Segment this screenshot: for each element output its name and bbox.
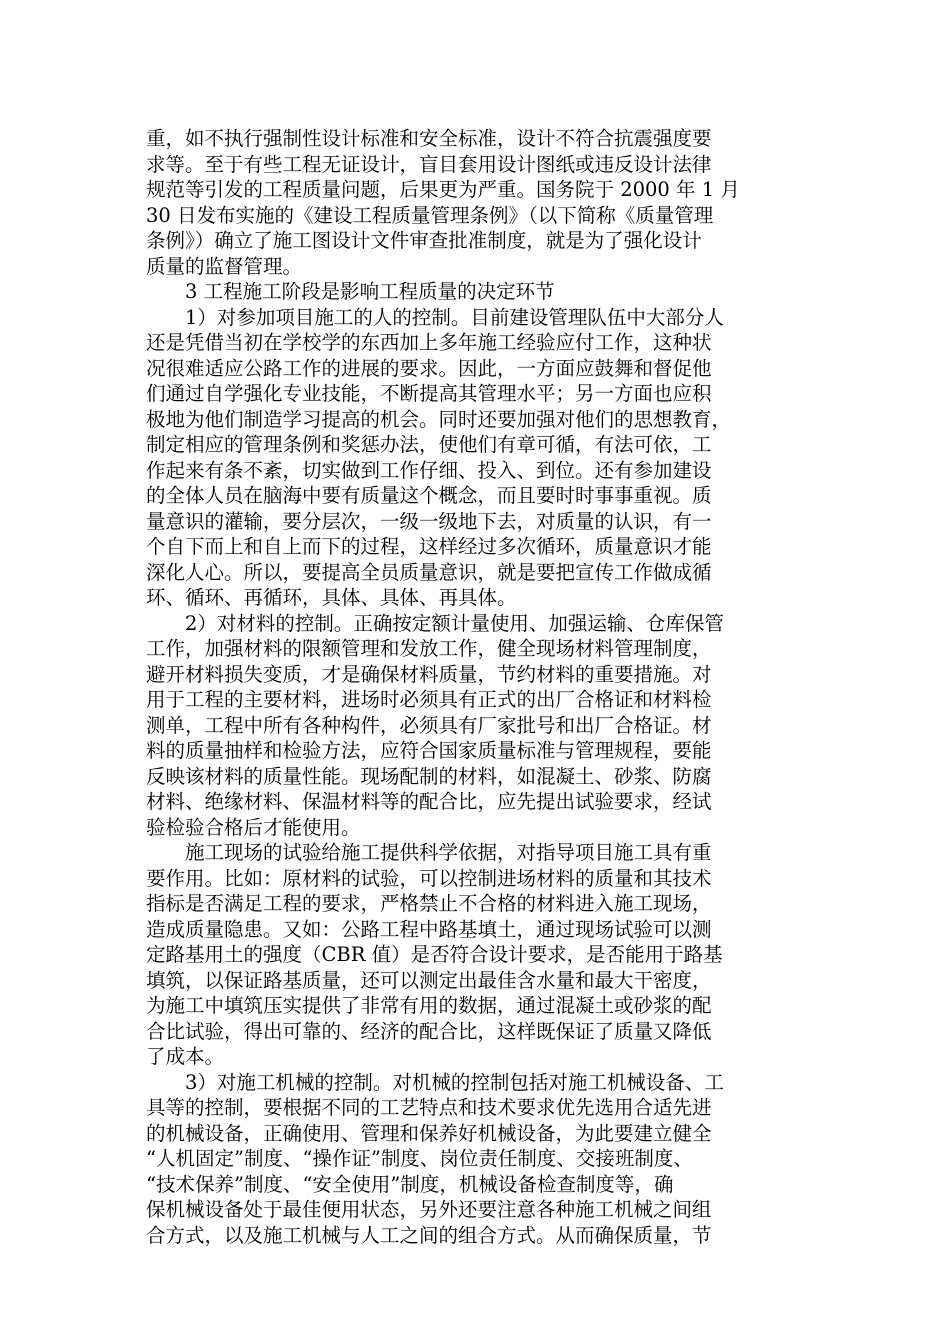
text-line: 重，如不执行强制性设计标准和安全标准，设计不符合抗震强度要 — [146, 127, 712, 150]
text-line: 造成质量隐患。又如：公路工程中路基填土，通过现场试验可以测 — [146, 917, 712, 941]
text-line: 的全体人员在脑海中要有质量这个概念，而且要时时事事重视。质 — [146, 484, 712, 507]
text-line: 3 工程施工阶段是影响工程质量的决定环节 — [146, 280, 555, 303]
text-line: 施工现场的试验给施工提供科学依据，对指导项目施工具有重 — [146, 841, 712, 864]
text-line: 环、循环、再循环，具体、具体、再具体。 — [146, 586, 517, 609]
text-line: 们通过自学强化专业技能，不断提高其管理水平；另一方面也应积 — [146, 382, 712, 405]
text-line: 条例》）确立了施工图设计文件审查批准制度，就是为了强化设计 — [146, 229, 702, 252]
text-line: 验检验合格后才能使用。 — [146, 815, 361, 839]
text-line: 1）对参加项目施工的人的控制。目前建设管理队伍中大部分人 — [146, 305, 724, 329]
text-line: 用于工程的主要材料，进场时必须具有正式的出厂合格证和材料检 — [146, 688, 712, 711]
text-line: 材料、绝缘材料、保温材料等的配合比，应先提出试验要求，经试 — [146, 790, 712, 813]
text-line: 保机械设备处于最佳便用状态，另外还要注意各种施工机械之间组 — [146, 1198, 712, 1221]
text-line: 具等的控制，要根据不同的工艺特点和技术要求优先选用合适先进 — [146, 1096, 712, 1119]
text-line: 还是凭借当初在学校学的东西加上多年施工经验应付工作，这种状 — [146, 331, 712, 354]
text-line: 合比试验，得出可靠的、经济的配合比，这样既保证了质量又降低 — [146, 1019, 712, 1043]
text-line: 料的质量抽样和检验方法，应符合国家质量标准与管理规程，要能 — [146, 739, 712, 762]
text-line: 30 日发布实施的《建设工程质量管理条例》（以下简称《质量管理 — [146, 203, 714, 227]
text-line: 3）对施工机械的控制。对机械的控制包括对施工机械设备、工 — [146, 1070, 724, 1094]
document-page — [146, 126, 806, 1248]
text-line: 测单，工程中所有各种构件，必须具有厂家批号和出厂合格证。材 — [146, 713, 712, 737]
text-line: 反映该材料的质量性能。现场配制的材料，如混凝土、砂浆、防腐 — [146, 764, 712, 788]
text-line: “人机固定”制度、“操作证”制度、岗位责任制度、交接班制度、 — [146, 1147, 693, 1170]
text-line: 个自下而上和自上而下的过程，这样经过多次循环，质量意识才能 — [146, 535, 712, 558]
text-line: 工作，加强材料的限额管理和发放工作，健全现场材料管理制度， — [146, 637, 712, 660]
text-line: 极地为他们制造学习提高的机会。同时还要加强对他们的思想教育， — [146, 407, 732, 431]
text-line: 质量的监督管理。 — [146, 254, 303, 278]
text-line: 的机械设备，正确使用、管理和保养好机械设备，为此要建立健全 — [146, 1121, 712, 1145]
text-line: 作起来有条不紊，切实做到工作仔细、投入、到位。还有参加建设 — [146, 458, 712, 482]
text-line: 了成本。 — [146, 1045, 225, 1068]
text-line: 况很难适应公路工作的进展的要求。因此，一方面应鼓舞和督促他 — [146, 356, 712, 380]
text-line: 量意识的灌输，要分层次，一级一级地下去，对质量的认识，有一 — [146, 509, 712, 533]
text-line: 深化人心。所以，要提高全员质量意识，就是要把宣传工作做成循 — [146, 560, 712, 584]
text-line: “技术保养”制度、“安全使用”制度，机械设备检查制度等，确 — [146, 1172, 674, 1196]
text-line: 定路基用土的强度（CBR 值）是否符合设计要求，是否能用于路基 — [146, 943, 723, 966]
text-line: 求等。至于有些工程无证设计，盲目套用设计图纸或违反设计法律 — [146, 152, 712, 176]
text-line: 合方式，以及施工机械与人工之间的组合方式。从而确保质量，节 — [146, 1223, 712, 1247]
text-line: 避开材料损失变质，才是确保材料质量，节约材料的重要措施。对 — [146, 662, 712, 686]
text-line: 要作用。比如：原材料的试验，可以控制进场材料的质量和其技术 — [146, 866, 712, 890]
text-line: 填筑，以保证路基质量，还可以测定出最佳含水量和最大干密度， — [146, 968, 712, 992]
text-line: 规范等引发的工程质量问题，后果更为严重。国务院于 2000 年 1 月 — [146, 178, 740, 201]
text-line: 制定相应的管理条例和奖惩办法，使他们有章可循，有法可依，工 — [146, 433, 712, 456]
text-line: 指标是否满足工程的要求，严格禁止不合格的材料进入施工现场， — [146, 892, 712, 915]
text-line: 2）对材料的控制。正确按定额计量使用、加强运输、仓库保管 — [146, 611, 724, 635]
text-line: 为施工中填筑压实提供了非常有用的数据，通过混凝土或砂浆的配 — [146, 994, 712, 1017]
